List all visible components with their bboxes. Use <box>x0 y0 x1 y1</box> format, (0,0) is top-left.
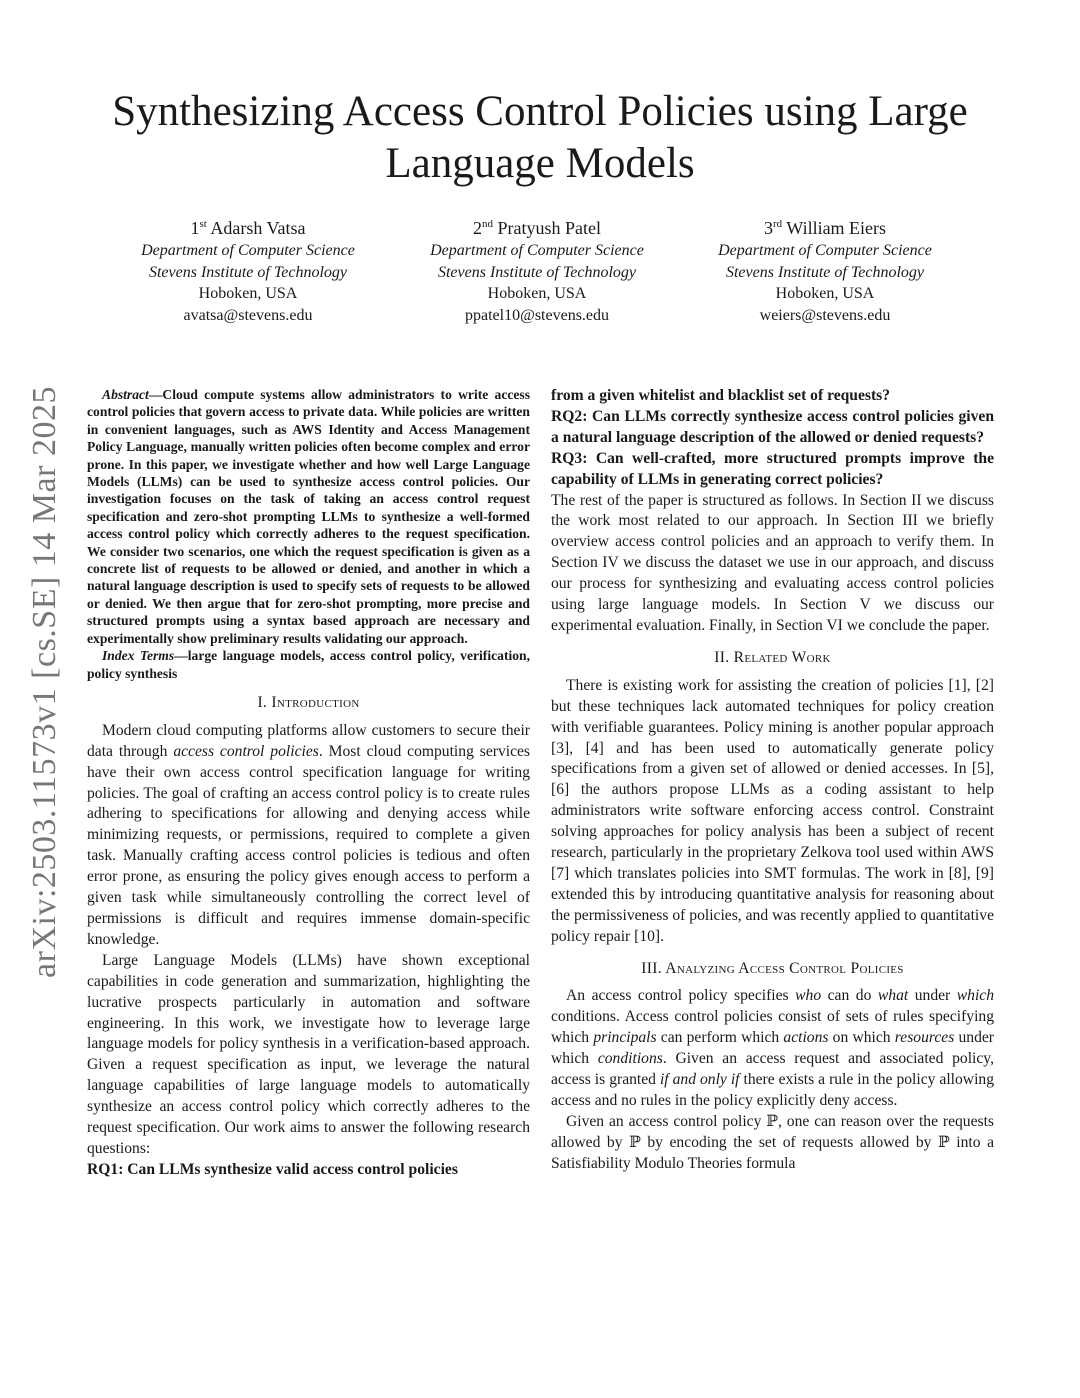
author-name: Pratyush Patel <box>497 218 601 238</box>
author-department: Department of Computer Science <box>141 242 355 259</box>
index-terms: Index Terms—large language models, access control policy, verification, policy synthesis <box>87 648 531 681</box>
research-question-1-continued: from a given whitelist and blacklist set of requests? <box>551 387 891 404</box>
author-location: Hoboken, USA <box>198 285 298 303</box>
section-heading-introduction: I. Introduction <box>257 693 360 711</box>
research-question-3: RQ3: Can well-crafted, more structured prompts improve the capability of LLMs in generating correct policies? <box>551 449 994 488</box>
abstract: Abstract—Cloud compute systems allow administrators to write access control policies that govern access to private data. While policies are written in convenient languages, such as AWS Identity and Access Management Policy Language, manually written policies often become complex and error prone. In this paper, we investigate whether and how well Large Language Models (LLMs) can be used to synthesize access control policies. Our investigation focuses on the task of taking an access control request specification and zero-shot prompting LLMs to synthesize a well-formed access control policy which correctly adheres to the request specification. We consider two scenarios, one which the request specification is given as a concrete list of requests to be allowed or denied, and another in which a natural language description is used to specify sets of requests to be allowed or denied. We then argue that for zero-shot prompting, more precise and structured prompts using a syntax based approach are necessary and experimentally show preliminary results validating our approach. <box>87 387 530 646</box>
author-location: Hoboken, USA <box>487 285 587 303</box>
paragraph: Given an access control policy ℙ, one can reason over the requests allowed by ℙ by encoding the set of requests allowed by ℙ into a Satisfiability Modulo Theories formula <box>551 1112 994 1172</box>
author-institution: Stevens Institute of Technology <box>437 263 637 281</box>
research-question-2: RQ2: Can LLMs correctly synthesize access control policies given a natural language description of the allowed or denied requests? <box>551 407 994 446</box>
paragraph: The rest of the paper is structured as follows. In Section II we discuss the work most related to our approach. In Section III we briefly overview access control policies and an approach to verify them. In Section IV we discuss the dataset we use in our approach, and discuss our process for synthesizing and evaluating access control policies using large language models. In Section V we discuss our experimental evaluation. Finally, in Section VI we conclude the paper. <box>551 491 994 634</box>
arxiv-identifier-sidebar <box>22 372 68 992</box>
author-1: 1st Adarsh Vatsa Department of Computer Science Stevens Institute of Technology Hoboken, USA avatsa@stevens.edu <box>103 212 393 326</box>
author-3: 3rd William Eiers Department of Computer Science Stevens Institute of Technology Hoboken, USA weiers@stevens.edu <box>680 212 970 326</box>
paragraph: Large Language Models (LLMs) have shown exceptional capabilities in code generation and summarization, highlighting the lucrative prospects particularly in automation and software engineering. In this work, we investigate how to leverage large language models for policy synthesis in a verification-based approach. Given a request specification as input, we leverage the natural language capabilities of large language models to automatically synthesize an access control policy which correctly adheres to the request specification. Our work aims to answer the following research questions: <box>87 951 530 1157</box>
author-institution: Stevens Institute of Technology <box>148 263 348 281</box>
author-email: ppatel10@stevens.edu <box>464 306 610 324</box>
author-department: Department of Computer Science <box>430 242 644 259</box>
arxiv-identifier: arXiv:2503.11573v1 [cs.SE] 14 Mar 2025 <box>26 386 63 978</box>
research-question-1: RQ1: Can LLMs synthesize valid access control policies <box>87 1160 458 1178</box>
author-2: 2nd Pratyush Patel Department of Computer Science Stevens Institute of Technology Hoboken, USA ppatel10@stevens.edu <box>392 212 682 326</box>
paragraph: There is existing work for assisting the creation of policies [1], [2] but these techniques lack automated techniques for policy creation with verifiable guarantees. Policy mining is another popular approach [3], [4] and has been used to automatically generate policy specifications from a given set of allowed or denied accesses. In [5], [6] the authors propose LLMs as a coding assistant to help administrators write software enforcing access control. Constraint solving approaches for policy analysis has been a subject of recent research, particularly in the proprietary Zelkova tool used within AWS [7] which translates policies into SMT formulas. The work in [8], [9] extended this by introducing quantitative analysis for reasoning about the permissiveness of policies, and was recently applied to quantitative policy repair [10]. <box>551 676 994 945</box>
author-name: Adarsh Vatsa <box>210 218 306 238</box>
paragraph: An access control policy specifies who can do what under which conditions. Access control policies consist of sets of rules specifying which principals can perform which actions on which resources under which conditions. Given an access request and associated policy, access is granted if and only if there exists a rule in the policy allowing access and no rules in the policy explicitly deny access. <box>551 987 994 1109</box>
paper-title: Synthesizing Access Control Policies using Large Language Models <box>112 88 968 187</box>
author-department: Department of Computer Science <box>718 242 932 259</box>
paragraph: Modern cloud computing platforms allow customers to secure their data through access control policies. Most cloud computing services have their own access control specification language for writing policies. The goal of crafting an access control policy is to create rules adhering to specifications for allowing and denying access while minimizing requests, or permissions, required to complete a given task. Manually crafting access control policies is tedious and often error prone, as ensuring the policy gives enough access to perform a given task while simultaneously controlling the correct level of permissions is difficult and requires immense domain-specific knowledge. <box>87 721 530 948</box>
section-heading-analyzing: III. Analyzing Access Control Policies <box>641 959 904 977</box>
author-location: Hoboken, USA <box>775 285 875 303</box>
author-institution: Stevens Institute of Technology <box>725 263 925 281</box>
author-email: weiers@stevens.edu <box>759 306 891 324</box>
author-email: avatsa@stevens.edu <box>183 306 313 324</box>
left-column <box>87 386 530 1181</box>
author-name: William Eiers <box>786 218 887 238</box>
section-heading-related-work: II. Related Work <box>714 648 831 666</box>
right-column <box>551 386 994 1175</box>
